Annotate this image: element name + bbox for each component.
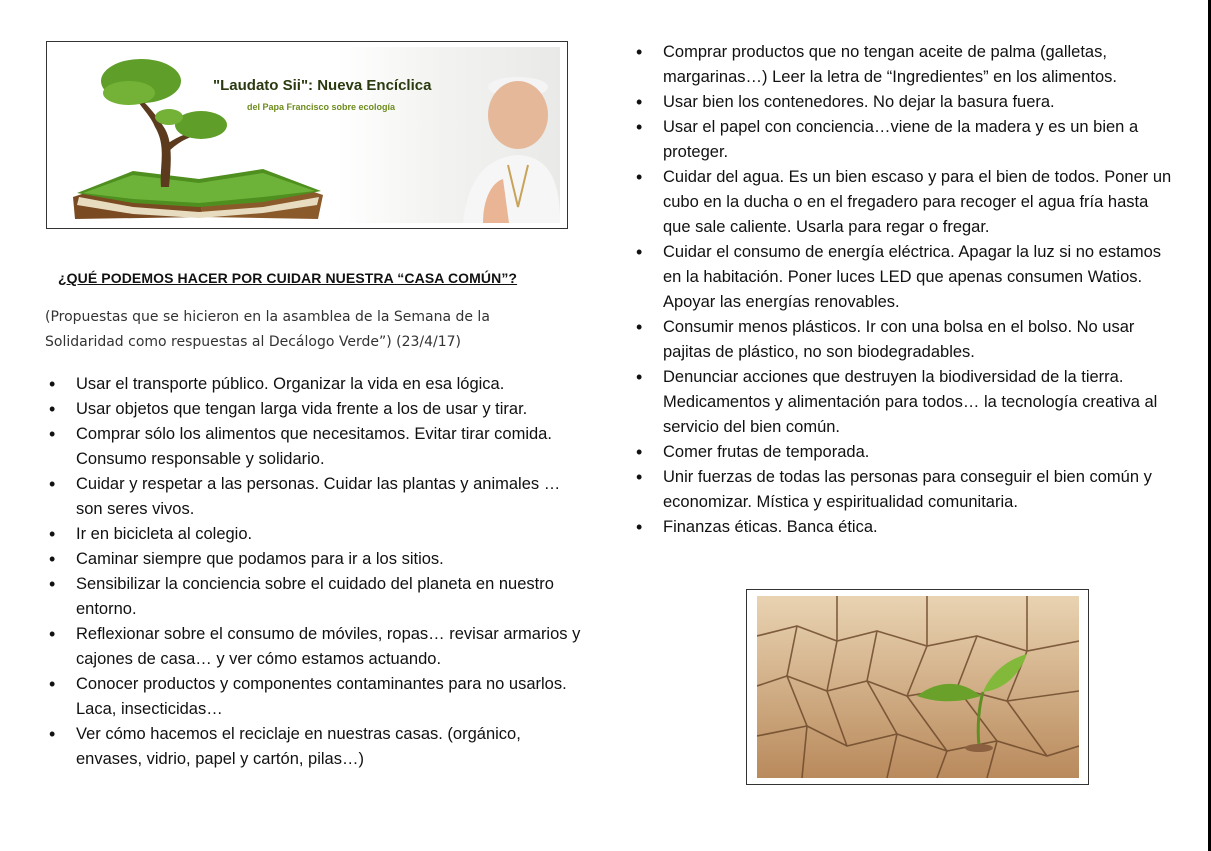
right-bullet-list — [633, 40, 1178, 540]
list-item: • Cuidar el consumo de energía eléctrica. Apagar la luz si no estamos en la habitación. Poner luces LED que apenas consumen Watios. Apoyar las energías renovables. — [633, 240, 1178, 315]
laudato-si-banner — [46, 41, 568, 229]
banner-image — [63, 47, 560, 223]
section-heading: ¿QUÉ PODEMOS HACER POR CUIDAR NUESTRA “CASA COMÚN”? — [58, 270, 518, 286]
list-item: • Caminar siempre que podamos para ir a los sitios. — [46, 547, 586, 572]
list-item: • Usar el papel con conciencia…viene de la madera y es un bien a proteger. — [633, 115, 1178, 165]
list-item: • Usar objetos que tengan larga vida frente a los de usar y tirar. — [46, 397, 586, 422]
list-item: • Cuidar del agua. Es un bien escaso y para el bien de todos. Poner un cubo en la ducha o en el fregadero para recoger el agua fría hasta que sale caliente. Usarla para regar o fregar. — [633, 165, 1178, 240]
list-item: • Usar el transporte público. Organizar la vida en esa lógica. — [46, 372, 586, 397]
list-item: • Denunciar acciones que destruyen la biodiversidad de la tierra. Medicamentos y alimentación para todos… la tecnología creativa al servicio del bien común. — [633, 365, 1178, 440]
list-item: • Consumir menos plásticos. Ir con una bolsa en el bolso. No usar pajitas de plástico, no son biodegradables. — [633, 315, 1178, 365]
banner-title: "Laudato Sii": Nueva Encíclica — [213, 77, 432, 94]
list-item: • Sensibilizar la conciencia sobre el cuidado del planeta en nuestro entorno. — [46, 572, 586, 622]
sprout-photo — [746, 589, 1089, 785]
list-item: • Comprar sólo los alimentos que necesitamos. Evitar tirar comida. Consumo responsable y solidario. — [46, 422, 586, 472]
list-item: • Comprar productos que no tengan aceite de palma (galletas, margarinas…) Leer la letra de “Ingredientes” en los alimentos. — [633, 40, 1178, 90]
left-bullet-list — [46, 372, 586, 772]
list-item: • Ver cómo hacemos el reciclaje en nuestras casas. (orgánico, envases, vidrio, papel y cartón, pilas…) — [46, 722, 586, 772]
list-item: • Cuidar y respetar a las personas. Cuidar las plantas y animales …son seres vivos. — [46, 472, 586, 522]
book-tree-pope-illustration — [63, 47, 560, 223]
list-item: • Comer frutas de temporada. — [633, 440, 1178, 465]
list-item: • Ir en bicicleta al colegio. — [46, 522, 586, 547]
intro-text: (Propuestas que se hicieron en la asamblea de la Semana de la Solidaridad como respuestas al Decálogo Verde”) (23/4/17) — [45, 309, 490, 350]
list-item: • Finanzas éticas. Banca ética. — [633, 515, 1178, 540]
list-item: • Unir fuerzas de todas las personas para conseguir el bien común y economizar. Mística y espiritualidad comunitaria. — [633, 465, 1178, 515]
sprout-in-cracked-earth-image — [757, 596, 1079, 778]
list-item: • Reflexionar sobre el consumo de móviles, ropas… revisar armarios y cajones de casa… y ver cómo estamos actuando. — [46, 622, 586, 672]
banner-subtitle: del Papa Francisco sobre ecología — [247, 102, 396, 112]
list-item: • Conocer productos y componentes contaminantes para no usarlos. Laca, insecticidas… — [46, 672, 586, 722]
list-item: • Usar bien los contenedores. No dejar la basura fuera. — [633, 90, 1178, 115]
